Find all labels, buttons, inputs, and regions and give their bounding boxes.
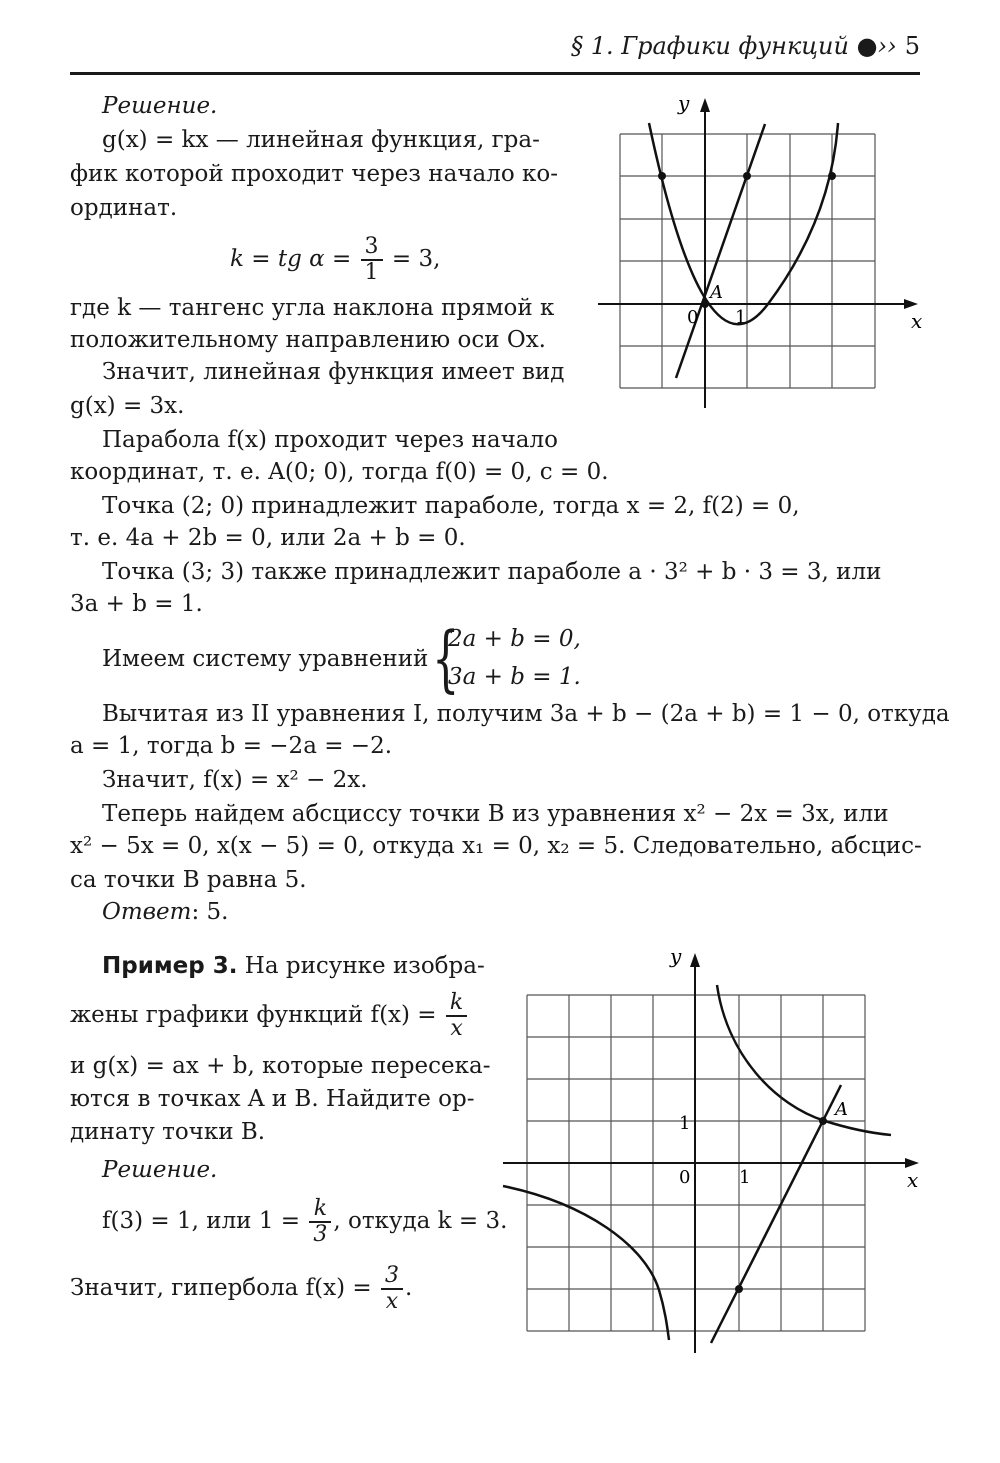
system-intro: Имеем систему уравнений — [102, 646, 429, 672]
text-line: Точка (2; 0) принадлежит параболе, тогда x = 2, f(2) = 0, — [102, 493, 800, 519]
point — [828, 172, 836, 180]
point-a — [701, 300, 709, 308]
formula-hyperbola — [70, 1262, 412, 1314]
x-axis-arrow — [904, 299, 918, 309]
text-line: динату точки B. — [70, 1119, 266, 1145]
solution-label: Решение. — [102, 1157, 218, 1183]
fraction-denominator: x — [450, 1016, 463, 1041]
x-axis-label: x — [907, 1168, 919, 1192]
page-header — [70, 30, 920, 70]
text-line: x² − 5x = 0, x(x − 5) = 0, откуда x₁ = 0, x₂ = 5. Следовательно, абсцис- — [70, 833, 922, 859]
point-a-label: A — [835, 1099, 848, 1120]
graph-parabola-line — [590, 90, 930, 420]
formula-lhs: f(3) = 1, или 1 = — [102, 1208, 301, 1234]
formula-rhs: , откуда k = 3. — [333, 1208, 508, 1234]
x-axis-arrow — [905, 1158, 919, 1168]
fraction-denominator: 3 — [313, 1222, 328, 1247]
point — [658, 172, 666, 180]
text-line: 3a + b = 1. — [70, 591, 203, 617]
parabola-curve — [649, 123, 838, 324]
y-axis-arrow — [700, 98, 710, 112]
text-line: ординат. — [70, 195, 178, 221]
x-axis-label: x — [911, 309, 923, 333]
graph-hyperbola-line — [495, 945, 935, 1365]
text-line: координат, т. е. A(0; 0), тогда f(0) = 0, c = 0. — [70, 459, 609, 485]
example-3-line — [70, 990, 469, 1041]
system-equation-1: 2a + b = 0, — [448, 626, 581, 652]
fraction-numerator: k — [309, 1197, 331, 1223]
line-g — [676, 124, 765, 378]
text-line: Парабола f(x) проходит через начало — [102, 427, 558, 453]
formula-k-fraction — [361, 235, 383, 285]
point-b — [735, 1285, 743, 1293]
formula-lhs: Значит, гипербола f(x) = — [70, 1275, 372, 1301]
point — [743, 172, 751, 180]
formula-f3 — [102, 1195, 507, 1247]
system-brace: { — [432, 616, 460, 700]
text-line: Значит, линейная функция имеет вид — [102, 359, 565, 385]
solution-label: Решение. — [102, 93, 218, 119]
section-title: § 1. Графики функций ●›› — [571, 32, 897, 60]
text-line: На рисунке изобра- — [244, 953, 485, 979]
text-line: где k — тангенс угла наклона прямой к — [70, 295, 555, 321]
text-line: т. е. 4a + 2b = 0, или 2a + b = 0. — [70, 525, 466, 551]
unit-label: 1 — [735, 307, 747, 328]
text-line: ются в точках A и B. Найдите ор- — [70, 1086, 475, 1112]
fraction-3-over-x — [381, 1264, 403, 1314]
formula-k-lhs: k = tg α = — [230, 246, 352, 272]
answer-value: : 5. — [191, 899, 229, 925]
formula-k-rhs: = 3, — [391, 246, 441, 272]
answer — [102, 896, 229, 929]
fraction-k-over-x — [446, 991, 467, 1041]
text-line: положительному направлению оси Ox. — [70, 327, 546, 353]
example-3-line — [102, 950, 485, 983]
text-line: и g(x) = ax + b, которые пересека- — [70, 1053, 491, 1079]
text-line: Точка (3; 3) также принадлежит параболе a · 3² + b · 3 = 3, или — [102, 559, 882, 585]
text-line: Вычитая из II уравнения I, получим 3a + b − (2a + b) = 1 − 0, откуда — [102, 701, 950, 727]
text-line: са точки B равна 5. — [70, 867, 307, 893]
running-head — [571, 32, 920, 60]
text-line: Значит, f(x) = x² − 2x. — [102, 767, 368, 793]
y-unit-label: 1 — [679, 1113, 691, 1134]
formula-k — [230, 232, 440, 286]
text-line: g(x) = 3x. — [70, 393, 185, 419]
system-equation-2: 3a + b = 1. — [448, 664, 581, 690]
text-line: Теперь найдем абсциссу точки B из уравнения x² − 2x = 3x, или — [102, 801, 889, 827]
y-axis-label: y — [678, 91, 690, 115]
text-line: a = 1, тогда b = −2a = −2. — [70, 733, 393, 759]
fraction-k-over-3 — [309, 1197, 331, 1247]
text-line: фик которой проходит через начало ко- — [70, 161, 558, 187]
fraction-numerator: 3 — [361, 235, 383, 261]
y-axis-label: y — [670, 944, 682, 968]
formula-rhs: . — [404, 1275, 413, 1301]
unit-label: 1 — [739, 1167, 751, 1188]
hyperbola-branch-left — [503, 1186, 669, 1340]
point-a-label: A — [710, 282, 723, 303]
text-line: g(x) = kx — линейная функция, гра- — [102, 127, 540, 153]
fraction-numerator: k — [446, 991, 467, 1017]
fraction-numerator: 3 — [381, 1264, 403, 1290]
origin-label: 0 — [687, 307, 699, 328]
point-a — [819, 1117, 827, 1125]
fraction-denominator: x — [385, 1289, 399, 1314]
origin-label: 0 — [679, 1167, 691, 1188]
header-rule — [70, 72, 920, 75]
page-number: 5 — [904, 32, 920, 60]
example-title: Пример 3. — [102, 953, 238, 979]
text-line: жены графики функций f(x) = — [70, 1002, 437, 1028]
axes — [503, 953, 919, 1353]
answer-label: Ответ — [102, 899, 192, 925]
fraction-denominator: 1 — [364, 260, 379, 285]
y-axis-arrow — [690, 953, 700, 967]
